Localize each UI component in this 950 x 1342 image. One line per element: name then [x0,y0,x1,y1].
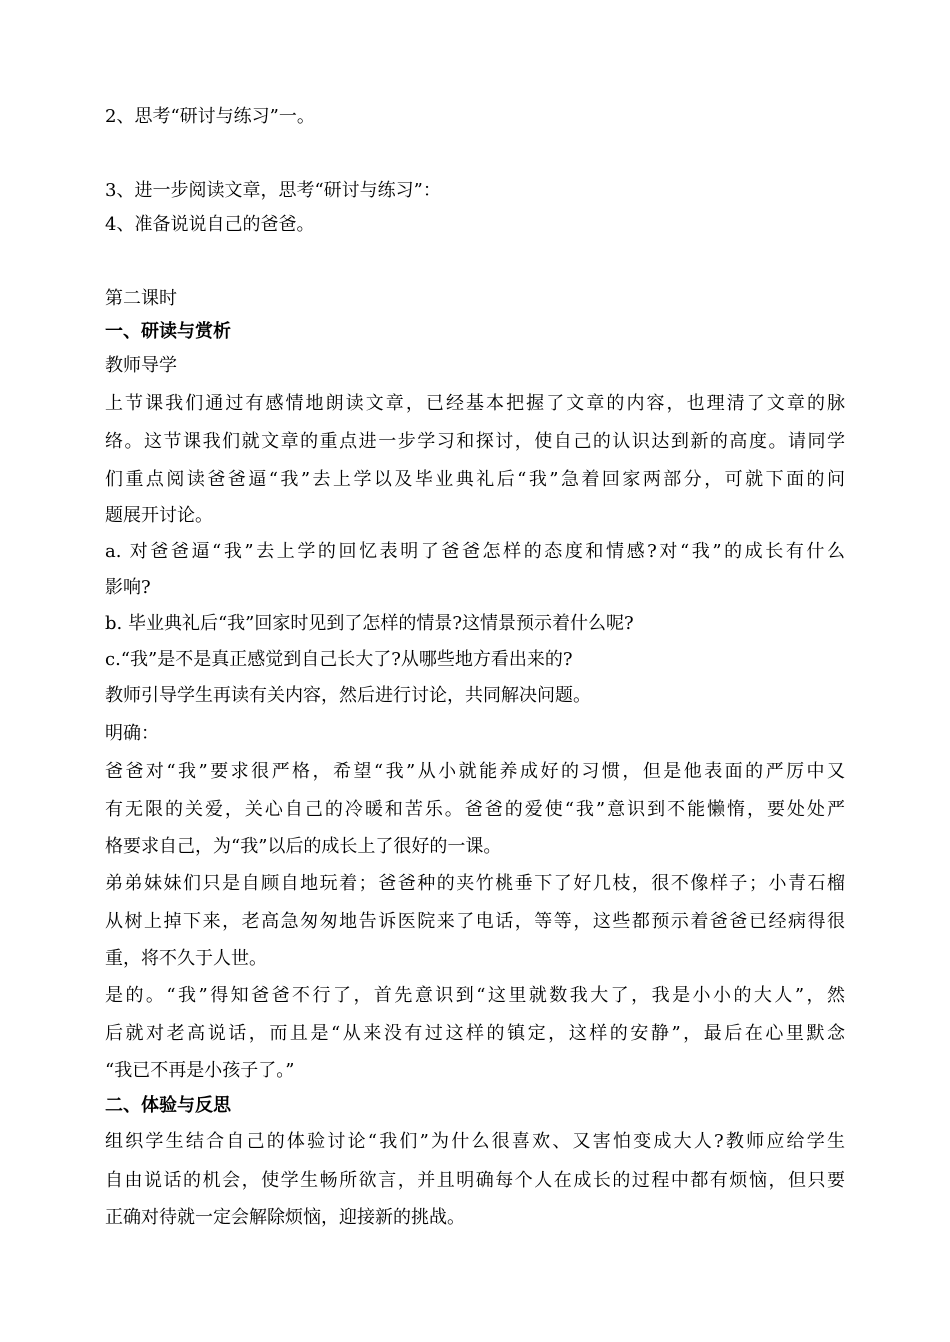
question-b: b. 毕业典礼后“我”回家时见到了怎样的情景?这情景预示着什么呢? [105,613,634,634]
answer-line: 爸爸对“我”要求很严格，希望“我”从小就能养成好的习惯，但是他表面的严厉中又 [105,761,845,782]
paragraph-line: 自由说话的机会，使学生畅所欲言，并且明确每个人在成长的过程中都有烦恼，但只要 [105,1170,845,1191]
paragraph-line: 络。这节课我们就文章的重点进一步学习和探讨，使自己的认识达到新的高度。请同学 [105,431,845,452]
answer-line: 后就对老高说话，而且是“从来没有过这样的镇定，这样的安静”，最后在心里默念 [105,1023,845,1044]
paragraph-line: 正确对待就一定会解除烦恼，迎接新的挑战。 [105,1207,465,1228]
answer-line: 弟弟妹妹们只是自顾自地玩着；爸爸种的夹竹桃垂下了好几枝，很不像样子；小青石榴 [105,873,845,894]
question-a-cont: 影响? [105,577,151,598]
lesson-title: 第二课时 [105,288,177,309]
answer-line: 从树上掉下来，老高急匆匆地告诉医院来了电话，等等，这些都预示着爸爸已经病得很 [105,911,845,932]
list-item-4: 4、准备说说自己的爸爸。 [105,214,315,235]
paragraph-line: 上节课我们通过有感情地朗读文章，已经基本把握了文章的内容，也理清了文章的脉 [105,393,845,414]
clarify-label: 明确： [105,723,159,744]
question-c: c.“我”是不是真正感觉到自己长大了?从哪些地方看出来的? [105,649,573,670]
paragraph-line: 题展开讨论。 [105,505,213,526]
paragraph-line: 们重点阅读爸爸逼“我”去上学以及毕业典礼后“我”急着回家两部分，可就下面的问 [105,469,845,490]
subheading-teacher-guide: 教师导学 [105,355,177,376]
answer-line: 格要求自己，为“我”以后的成长上了很好的一课。 [105,836,502,857]
paragraph-line: 组织学生结合自己的体验讨论“我们”为什么很喜欢、又害怕变成大人?教师应给学生 [105,1131,845,1152]
answer-line: 是的。“我”得知爸爸不行了，首先意识到“这里就数我大了，我是小小的大人”，然 [105,985,845,1006]
question-a: a. 对爸爸逼“我”去上学的回忆表明了爸爸怎样的态度和情感?对“我”的成长有什么 [105,541,845,562]
answer-line: 重，将不久于人世。 [105,948,267,969]
teacher-instruction: 教师引导学生再读有关内容，然后进行讨论，共同解决问题。 [105,685,591,706]
list-item-3: 3、进一步阅读文章，思考“研讨与练习”： [105,180,441,201]
section-heading-1: 一、研读与赏析 [105,321,231,342]
list-item-2: 2、思考“研讨与练习”一。 [105,106,315,127]
answer-line: “我已不再是小孩子了。” [105,1060,295,1081]
answer-line: 有无限的关爱，关心自己的冷暖和苦乐。爸爸的爱使“我”意识到不能懒惰，要处处严 [105,799,845,820]
section-heading-2: 二、体验与反思 [105,1095,231,1116]
